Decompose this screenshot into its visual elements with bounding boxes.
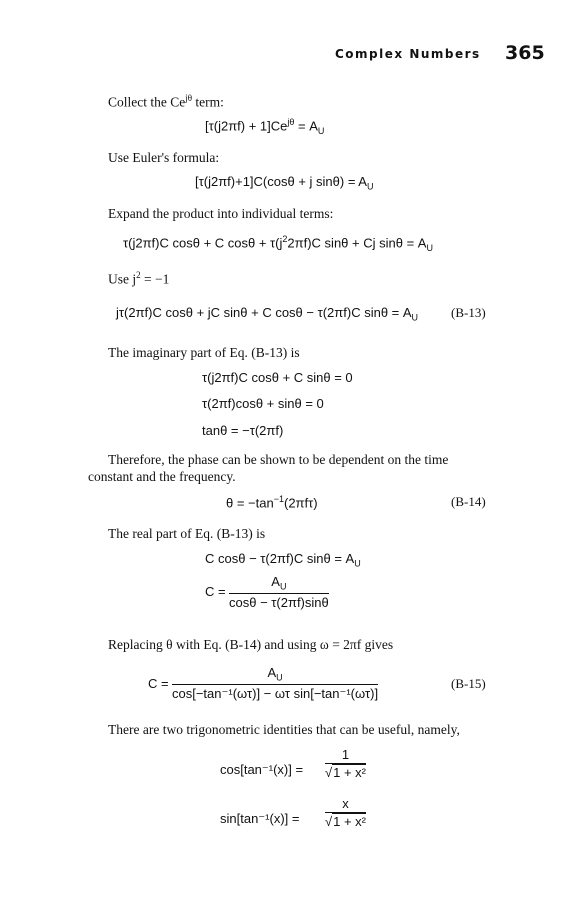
equation-b14 xyxy=(226,494,318,510)
fraction-denominator: √1 + x² xyxy=(325,814,367,829)
equation-text: (2πfτ) xyxy=(283,495,318,511)
fraction-numerator: x xyxy=(342,796,349,811)
superscript: jθ xyxy=(287,117,295,127)
fraction-identity-sin xyxy=(325,796,366,829)
paragraph-real: The real part of Eq. (B-13) is xyxy=(108,526,266,541)
fraction-b15 xyxy=(172,665,378,702)
equation-text: τ(j2πf)C cosθ + C cosθ + τ(j xyxy=(123,235,283,251)
superscript: 2 xyxy=(136,270,141,280)
equation-2 xyxy=(195,174,373,192)
equation-text: [τ(j2πf)+1]C(cosθ + j sinθ) = A xyxy=(195,174,367,189)
equation-1 xyxy=(205,117,324,136)
fraction-identity-cos xyxy=(325,747,366,780)
equation-5a: τ(j2πf)C cosθ + C sinθ = 0 xyxy=(202,370,353,385)
equation-text: = A xyxy=(294,118,318,134)
fraction-numerator xyxy=(265,665,284,684)
equation-7b-lhs: C = xyxy=(205,584,226,599)
equation-5c: tanθ = −τ(2πf) xyxy=(202,423,284,438)
fraction-numerator xyxy=(269,574,288,593)
equation-text: A xyxy=(267,665,277,680)
equation-5b: τ(2πf)cosθ + sinθ = 0 xyxy=(202,396,324,411)
equation-text: θ = −tan xyxy=(226,495,274,511)
equation-b13 xyxy=(116,305,418,323)
subscript: U xyxy=(276,672,283,683)
equation-text: A xyxy=(271,574,280,589)
sqrt-radicand: 1 + x² xyxy=(333,814,367,829)
fraction-numerator: 1 xyxy=(341,747,350,762)
superscript: 2 xyxy=(282,234,288,244)
equation-7a xyxy=(205,551,361,569)
equation-label-b13: (B-13) xyxy=(451,305,486,320)
identity-cos-lhs: cos[tan⁻¹(x)] = xyxy=(220,762,304,777)
superscript: −1 xyxy=(273,494,284,504)
sqrt-radicand: 1 + x² xyxy=(333,765,367,780)
equation-label-b15: (B-15) xyxy=(451,676,486,691)
paragraph-text: Collect the Ce xyxy=(108,94,186,110)
identity-sin-lhs: sin[tan⁻¹(x)] = xyxy=(220,811,300,826)
running-title: Complex Numbers xyxy=(335,47,481,61)
equation-text: 2πf)C sinθ + Cj sinθ = A xyxy=(287,235,427,251)
equation-text: jτ(2πf)C cosθ + jC sinθ + C cosθ − τ(2πf)C sinθ = A xyxy=(116,305,412,320)
equation-text: C cosθ − τ(2πf)C sinθ = A xyxy=(205,551,355,566)
fraction-denominator: cosθ − τ(2πf)sinθ xyxy=(229,594,329,610)
page-number: 365 xyxy=(505,42,545,64)
paragraph-text: Use j xyxy=(108,271,137,287)
paragraph-therefore-line2: constant and the frequency. xyxy=(88,469,236,484)
equation-text: [τ(j2πf) + 1]Ce xyxy=(205,118,288,134)
subscript: U xyxy=(354,558,361,569)
fraction-denominator: cos[−tan⁻¹(ωτ)] − ωτ sin[−tan⁻¹(ωτ)] xyxy=(172,685,379,701)
subscript: U xyxy=(426,242,433,253)
equation-label-b14: (B-14) xyxy=(451,494,486,509)
equation-b15-lhs: C = xyxy=(148,676,169,691)
subscript: U xyxy=(411,312,419,323)
subscript: U xyxy=(317,125,325,136)
paragraph-euler: Use Euler's formula: xyxy=(108,150,220,165)
paragraph-replacing: Replacing θ with Eq. (B-14) and using ω = 2πf gives xyxy=(108,637,394,652)
paragraph-therefore-line1: Therefore, the phase can be shown to be dependent on the time xyxy=(108,452,449,467)
fraction-denominator: √1 + x² xyxy=(325,765,367,780)
subscript: U xyxy=(366,181,374,192)
paragraph-identities: There are two trigonometric identities that can be useful, namely, xyxy=(108,722,460,737)
paragraph-text: = −1 xyxy=(140,271,170,287)
paragraph-text: term: xyxy=(192,94,224,110)
superscript: jθ xyxy=(185,93,193,103)
paragraph-expand: Expand the product into individual terms: xyxy=(108,206,334,221)
fraction-7b xyxy=(229,574,329,610)
paragraph-use-j2 xyxy=(108,270,169,288)
paragraph-collect xyxy=(108,93,224,111)
subscript: U xyxy=(279,581,287,592)
equation-3 xyxy=(123,234,433,253)
paragraph-imaginary: The imaginary part of Eq. (B-13) is xyxy=(108,345,300,360)
